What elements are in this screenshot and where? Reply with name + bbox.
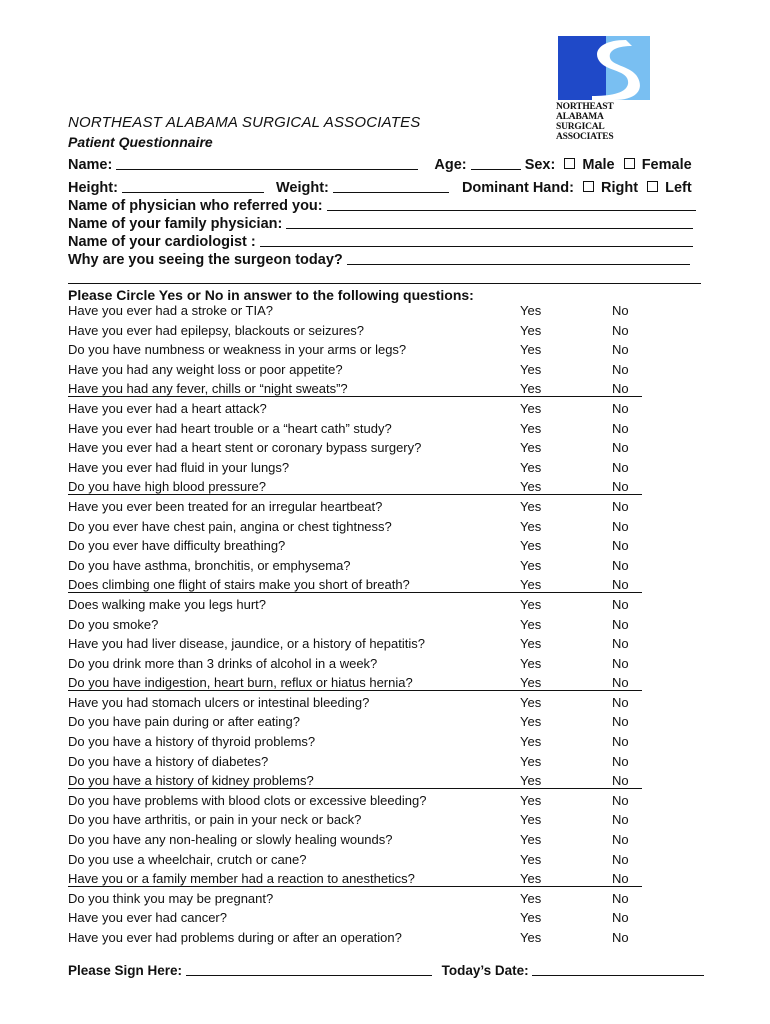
question-row [68,929,642,949]
answer-no[interactable]: No [612,577,629,593]
answer-no[interactable]: No [612,636,629,652]
question-text: Have you had any weight loss or poor appetite? [68,361,343,377]
hand-left-checkbox[interactable] [647,181,658,192]
date-label: Today’s Date: [441,963,529,978]
hand-right-checkbox[interactable] [583,181,594,192]
answer-no[interactable]: No [612,616,629,632]
question-text: Have you or a family member had a reaction to anesthetics? [68,871,415,887]
answer-yes[interactable]: Yes [520,890,542,906]
answer-yes[interactable]: Yes [520,303,542,318]
answer-no[interactable]: No [612,890,629,906]
logo-graphic [556,36,652,102]
answer-yes[interactable]: Yes [520,538,542,554]
question-row [68,851,642,871]
sex-male-checkbox[interactable] [564,158,575,169]
question-row [68,694,642,714]
question-text: Do you drink more than 3 drinks of alcohol in a week? [68,655,378,671]
answer-no[interactable]: No [612,734,629,750]
signature-label: Please Sign Here: [68,963,183,978]
date-field[interactable] [532,963,704,976]
question-text: Have you ever been treated for an irregular heartbeat? [68,498,383,514]
question-row [68,341,642,361]
answer-no[interactable]: No [612,910,629,926]
answer-yes[interactable]: Yes [520,498,542,514]
referring-physician-field[interactable] [327,198,696,211]
cardiologist-line [68,234,693,250]
answer-yes[interactable]: Yes [520,322,542,338]
answer-yes[interactable]: Yes [520,381,542,397]
question-text: Do you have numbness or weakness in your arms or legs? [68,342,407,358]
question-text: Do you have high blood pressure? [68,479,267,495]
question-text: Have you ever had a heart stent or coronary bypass surgery? [68,440,422,456]
answer-no[interactable]: No [612,498,629,514]
question-row [68,557,642,577]
answer-yes[interactable]: Yes [520,792,542,808]
question-row [68,322,642,342]
hand-left-label: Left [665,180,692,196]
signature-line [68,963,704,978]
question-row [68,576,642,596]
question-text: Do you have pain during or after eating? [68,714,300,730]
answer-no[interactable]: No [612,303,629,318]
answer-no[interactable]: No [612,832,629,848]
answer-no[interactable]: No [612,871,629,887]
visit-reason-extra-line[interactable] [68,283,701,284]
question-text: Do you have asthma, bronchitis, or emphysema? [68,557,351,573]
question-text: Do you smoke? [68,616,159,632]
sex-female-checkbox[interactable] [624,158,635,169]
question-row [68,733,642,753]
question-row [68,831,642,851]
answer-no[interactable]: No [612,753,629,769]
answer-yes[interactable]: Yes [520,518,542,534]
name-field[interactable] [116,157,418,170]
question-text: Have you had any fever, chills or “night sweats”? [68,381,348,397]
question-row [68,713,642,733]
form-subtitle: Patient Questionnaire [68,134,213,150]
question-row [68,890,642,910]
question-row [68,361,642,381]
answer-no[interactable]: No [612,655,629,671]
questions-instructions: Please Circle Yes or No in answer to the following questions: [68,287,474,303]
question-row [68,753,642,773]
question-text: Do you think you may be pregnant? [68,890,274,906]
question-row [68,518,642,538]
question-row [68,302,642,322]
question-row [68,811,642,831]
height-weight-hand-line [68,180,692,196]
answer-yes[interactable]: Yes [520,812,542,828]
question-row [68,596,642,616]
question-text: Do you have indigestion, heart burn, reflux or hiatus hernia? [68,675,413,691]
answer-yes[interactable]: Yes [520,714,542,730]
question-text: Do you have arthritis, or pain in your neck or back? [68,812,362,828]
question-row [68,792,642,812]
answer-no[interactable]: No [612,459,629,475]
question-text: Have you ever had fluid in your lungs? [68,459,290,475]
answer-yes[interactable]: Yes [520,596,542,612]
answer-no[interactable]: No [612,420,629,436]
answer-yes[interactable]: Yes [520,479,542,495]
answer-no[interactable]: No [612,694,629,710]
question-row [68,616,642,636]
answer-no[interactable]: No [612,714,629,730]
answer-yes[interactable]: Yes [520,675,542,691]
organization-title: NORTHEAST ALABAMA SURGICAL ASSOCIATES [68,114,421,131]
question-text: Have you ever had a stroke or TIA? [68,303,273,318]
question-text: Have you had stomach ulcers or intestinal bleeding? [68,694,370,710]
answer-yes[interactable]: Yes [520,400,542,416]
question-text: Have you ever had epilepsy, blackouts or seizures? [68,322,365,338]
hand-right-label: Right [600,180,639,196]
answer-yes[interactable]: Yes [520,753,542,769]
logo-line-2: SURGICAL ASSOCIATES [556,122,614,142]
answer-no[interactable]: No [612,557,629,573]
dominant-hand-label: Dominant Hand: [461,180,574,196]
visit-reason-field[interactable] [347,252,690,265]
answer-yes[interactable]: Yes [520,577,542,593]
answer-yes[interactable]: Yes [520,910,542,926]
age-field[interactable] [471,157,521,170]
answer-no[interactable]: No [612,792,629,808]
answer-no[interactable]: No [612,479,629,495]
answer-no[interactable]: No [612,930,629,945]
question-text: Have you ever had cancer? [68,910,227,926]
question-text: Do you have a history of kidney problems? [68,773,314,789]
referring-physician-label: Name of physician who referred you: [68,198,323,214]
signature-field[interactable] [186,963,432,976]
questions-list [68,302,642,949]
family-physician-label: Name of your family physician: [68,216,283,232]
answer-no[interactable]: No [612,596,629,612]
question-row [68,439,642,459]
question-row [68,380,642,400]
cardiologist-field[interactable] [260,234,693,247]
cardiologist-label: Name of your cardiologist : [68,234,256,250]
question-text: Have you ever had a heart attack? [68,400,267,416]
visit-reason-label: Why are you seeing the surgeon today? [68,252,343,268]
family-physician-field[interactable] [286,216,693,229]
answer-no[interactable]: No [612,322,629,338]
name-label: Name: [68,157,113,173]
question-row [68,909,642,929]
answer-yes[interactable]: Yes [520,832,542,848]
question-text: Does climbing one flight of stairs make you short of breath? [68,577,410,593]
answer-no[interactable]: No [612,518,629,534]
question-row [68,478,642,498]
answer-no[interactable]: No [612,381,629,397]
question-row [68,674,642,694]
answer-yes[interactable]: Yes [520,361,542,377]
sex-male-label: Male [582,157,615,173]
question-row [68,420,642,440]
question-text: Do you ever have difficulty breathing? [68,538,286,554]
question-text: Do you have problems with blood clots or excessive bleeding? [68,792,427,808]
answer-no[interactable]: No [612,773,629,789]
answer-no[interactable]: No [612,812,629,828]
answer-no[interactable]: No [612,361,629,377]
logo-line-1: NORTHEAST ALABAMA [556,102,614,122]
answer-yes[interactable]: Yes [520,420,542,436]
answer-yes[interactable]: Yes [520,557,542,573]
answer-yes[interactable]: Yes [520,694,542,710]
height-field[interactable] [122,180,264,193]
answer-yes[interactable]: Yes [520,871,542,887]
answer-no[interactable]: No [612,851,629,867]
answer-yes[interactable]: Yes [520,459,542,475]
family-physician-line [68,216,693,232]
question-row [68,635,642,655]
sex-female-label: Female [641,157,692,173]
answer-no[interactable]: No [612,400,629,416]
question-text: Have you had liver disease, jaundice, or a history of hepatitis? [68,636,425,652]
question-row [68,870,642,890]
referring-physician-line [68,198,696,214]
answer-yes[interactable]: Yes [520,440,542,456]
question-text: Do you have a history of diabetes? [68,753,269,769]
answer-yes[interactable]: Yes [520,930,542,945]
answer-yes[interactable]: Yes [520,342,542,358]
logo [556,36,652,142]
question-row [68,400,642,420]
answer-yes[interactable]: Yes [520,734,542,750]
question-text: Do you have a history of thyroid problems? [68,734,316,750]
answer-yes[interactable]: Yes [520,636,542,652]
answer-no[interactable]: No [612,675,629,691]
question-text: Do you ever have chest pain, angina or chest tightness? [68,518,392,534]
question-text: Have you ever had heart trouble or a “heart cath” study? [68,420,392,436]
question-text: Do you have any non-healing or slowly healing wounds? [68,832,393,848]
question-text: Have you ever had problems during or after an operation? [68,930,402,945]
height-label: Height: [68,180,118,196]
visit-reason-line [68,252,690,268]
age-label: Age: [434,157,467,173]
question-row [68,772,642,792]
weight-label: Weight: [276,180,329,196]
answer-yes[interactable]: Yes [520,616,542,632]
question-row [68,498,642,518]
answer-no[interactable]: No [612,538,629,554]
question-row [68,459,642,479]
question-text: Does walking make you legs hurt? [68,596,266,612]
answer-yes[interactable]: Yes [520,655,542,671]
answer-yes[interactable]: Yes [520,773,542,789]
logo-block-dark [558,36,606,100]
question-row [68,655,642,675]
question-text: Do you use a wheelchair, crutch or cane? [68,851,307,867]
name-age-sex-line [68,157,692,173]
sex-label: Sex: [524,157,556,173]
question-row [68,537,642,557]
weight-field[interactable] [333,180,449,193]
answer-yes[interactable]: Yes [520,851,542,867]
logo-text [556,102,652,142]
answer-no[interactable]: No [612,342,629,358]
answer-no[interactable]: No [612,440,629,456]
